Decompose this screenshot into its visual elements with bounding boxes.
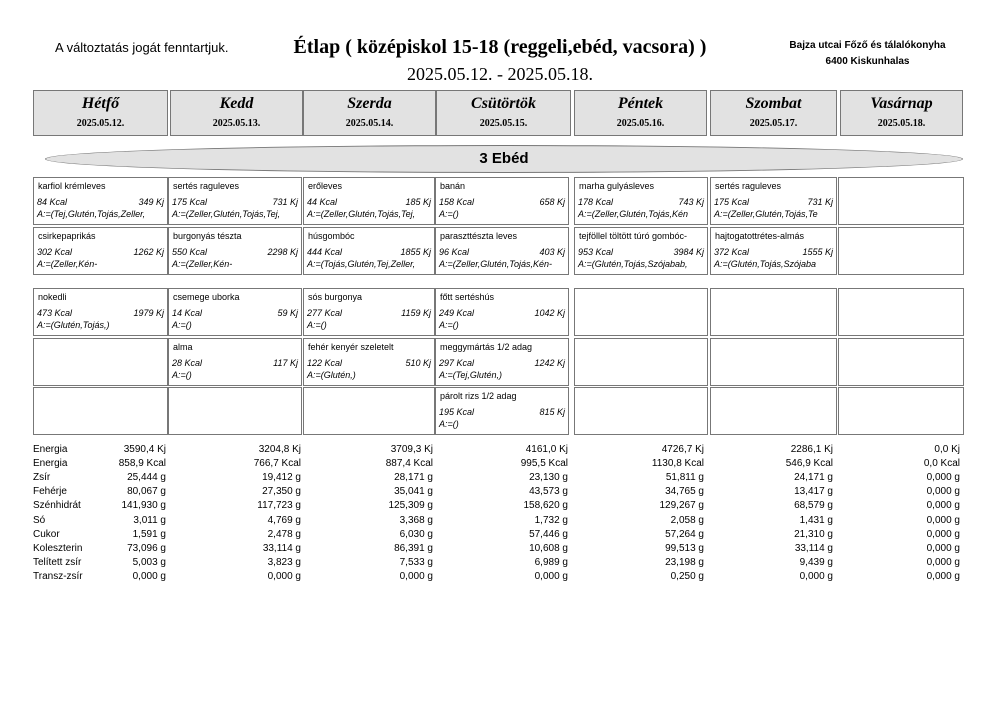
dish-kcal: 158 Kcal	[439, 197, 475, 207]
day-header-row	[33, 90, 963, 136]
empty-cell	[838, 338, 964, 386]
day-header	[710, 90, 837, 136]
dish-kj: 59 Kj	[277, 308, 298, 318]
dish-cell	[435, 177, 569, 225]
empty-cell	[168, 387, 302, 435]
dish-kcal: 550 Kcal	[172, 247, 208, 257]
dish-cell	[710, 177, 837, 225]
dish-kj: 1855 Kj	[400, 247, 431, 257]
day-header	[436, 90, 571, 136]
empty-cell	[33, 387, 168, 435]
empty-cell	[574, 387, 708, 435]
dish-name: banán	[440, 181, 466, 191]
dish-cell	[435, 338, 569, 386]
dish-kcal: 14 Kcal	[172, 308, 203, 318]
empty-cell	[574, 288, 708, 336]
dish-kcal: 178 Kcal	[578, 197, 614, 207]
dish-allergens: A:=(Zeller,Glutén,Tojás,Kén-	[439, 259, 552, 269]
empty-cell	[710, 387, 837, 435]
dish-kcal: 84 Kcal	[37, 197, 68, 207]
dish-allergens: A:=(Zeller,Glutén,Tojás,Tej,	[307, 209, 416, 219]
empty-cell	[574, 338, 708, 386]
dish-kcal: 302 Kcal	[37, 247, 73, 257]
dish-kcal: 175 Kcal	[172, 197, 208, 207]
nutrient-value: 23,198 g	[665, 556, 704, 568]
nutrient-value: 33,114 g	[794, 542, 833, 554]
kitchen-name: Bajza utcai Főző és tálalókonyha	[789, 40, 946, 51]
dish-name: erőleves	[308, 181, 343, 191]
dish-name: tejföllel töltött túró gombóc-	[579, 231, 688, 241]
nutrient-value: 0,000 g	[926, 472, 960, 484]
nutrient-value: 10,608 g	[529, 542, 568, 554]
nutrient-value: 2,058 g	[670, 514, 704, 526]
nutrient-value: 0,000 g	[132, 570, 166, 582]
dish-name: alma	[173, 342, 193, 352]
dish-kcal: 277 Kcal	[307, 308, 343, 318]
nutrient-value: 0,000 g	[799, 570, 833, 582]
nutrient-value: 0,000 g	[926, 486, 960, 498]
nutrient-value: 0,000 g	[267, 570, 301, 582]
nutrient-value: 995,5 Kcal	[520, 458, 568, 470]
nutrient-value: 0,000 g	[926, 514, 960, 526]
day-name: Szerda	[347, 95, 392, 112]
dish-allergens: A:=()	[307, 320, 327, 330]
dish-allergens: A:=(Zeller,Glutén,Tojás,Te	[714, 209, 818, 219]
nutrient-label: Zsír	[33, 472, 51, 484]
dish-kj: 815 Kj	[539, 407, 565, 417]
dish-cell	[33, 288, 168, 336]
dish-kcal: 96 Kcal	[439, 247, 470, 257]
dish-name: sós burgonya	[308, 292, 363, 302]
day-header	[170, 90, 303, 136]
day-date: 2025.05.18.	[877, 118, 926, 129]
day-date: 2025.05.16.	[616, 118, 665, 129]
nutrient-value: 24,171 g	[794, 472, 833, 484]
nutrient-value: 4161,0 Kj	[525, 444, 568, 455]
dish-allergens: A:=(Zeller,Glutén,Tojás,Tej,	[172, 209, 281, 219]
empty-cell	[838, 177, 964, 225]
nutrient-value: 21,310 g	[794, 528, 833, 540]
dish-kj: 1242 Kj	[534, 358, 565, 368]
dish-cell	[710, 227, 837, 275]
dish-kcal: 297 Kcal	[439, 358, 475, 368]
dish-cell	[303, 227, 435, 275]
dish-kj: 1555 Kj	[802, 247, 833, 257]
empty-cell	[838, 288, 964, 336]
nutrient-value: 0,000 g	[926, 556, 960, 568]
nutrient-value: 73,096 g	[127, 542, 166, 554]
dish-kcal: 122 Kcal	[307, 358, 343, 368]
dish-kcal: 953 Kcal	[578, 247, 614, 257]
day-name: Hétfő	[81, 95, 120, 112]
nutrient-value: 27,350 g	[262, 486, 301, 498]
dish-cell	[168, 227, 302, 275]
dish-name: csemege uborka	[173, 292, 240, 302]
kitchen-address: 6400 Kiskunhalas	[825, 56, 910, 67]
nutrient-value: 3,823 g	[267, 556, 301, 568]
day-header	[574, 90, 707, 136]
dish-allergens: A:=()	[439, 419, 459, 429]
nutrient-value: 35,041 g	[394, 486, 433, 498]
nutrient-value: 4726,7 Kj	[661, 444, 704, 455]
nutrient-label: Energia	[33, 458, 68, 470]
dish-kj: 185 Kj	[405, 197, 431, 207]
dish-cell	[303, 288, 435, 336]
day-header	[303, 90, 436, 136]
dish-kj: 731 Kj	[272, 197, 298, 207]
day-name: Kedd	[219, 95, 254, 112]
nutrient-value: 0,000 g	[926, 500, 960, 512]
dish-cell	[33, 227, 168, 275]
nutrient-value: 43,573 g	[529, 486, 568, 498]
dish-kj: 1262 Kj	[133, 247, 164, 257]
nutrient-label: Só	[33, 514, 46, 526]
dish-cell	[574, 177, 708, 225]
dish-allergens: A:=()	[172, 320, 192, 330]
empty-cell	[33, 338, 168, 386]
nutrient-label: Transz-zsír	[33, 570, 83, 582]
day-date: 2025.05.14.	[345, 118, 394, 129]
dish-name: paraszttészta leves	[440, 231, 518, 241]
dish-kj: 349 Kj	[138, 197, 164, 207]
dish-cell	[168, 338, 302, 386]
nutrient-value: 68,579 g	[794, 500, 833, 512]
day-name: Vasárnap	[870, 95, 933, 112]
day-header	[840, 90, 963, 136]
nutrient-label: Energia	[33, 444, 68, 455]
dish-cell	[168, 288, 302, 336]
dish-kj: 2298 Kj	[267, 247, 298, 257]
empty-cell	[838, 387, 964, 435]
dish-cell	[168, 177, 302, 225]
dish-kcal: 372 Kcal	[714, 247, 750, 257]
day-name: Csütörtök	[471, 95, 536, 112]
dish-cell	[435, 387, 569, 435]
dish-name: párolt rizs 1/2 adag	[440, 391, 517, 401]
disclaimer: A változtatás jogát fenntartjuk.	[55, 40, 229, 55]
nutrient-label: Szénhidrát	[33, 500, 81, 512]
nutrient-value: 23,130 g	[529, 472, 568, 484]
dish-cell	[303, 177, 435, 225]
dish-allergens: A:=(Zeller,Kén-	[172, 259, 233, 269]
nutrient-value: 5,003 g	[132, 556, 166, 568]
nutrient-value: 858,9 Kcal	[118, 458, 166, 470]
dish-name: húsgombóc	[308, 231, 355, 241]
dish-allergens: A:=(Glutén,Tojás,)	[37, 320, 110, 330]
dish-allergens: A:=()	[439, 209, 459, 219]
dish-name: nokedli	[38, 292, 67, 302]
nutrient-value: 19,412 g	[262, 472, 301, 484]
nutrient-label: Koleszterin	[33, 542, 83, 554]
dish-name: fehér kenyér szeletelt	[308, 342, 394, 352]
nutrient-value: 6,989 g	[534, 556, 568, 568]
nutrient-value: 2,478 g	[267, 528, 301, 540]
dish-allergens: A:=(Zeller,Glutén,Tojás,Kén	[578, 209, 688, 219]
nutrient-value: 2286,1 Kj	[790, 444, 833, 455]
dish-allergens: A:=(Zeller,Kén-	[37, 259, 98, 269]
dish-kcal: 175 Kcal	[714, 197, 750, 207]
nutrient-value: 0,000 g	[926, 570, 960, 582]
nutrient-value: 0,0 Kcal	[923, 458, 960, 470]
nutrient-value: 57,446 g	[529, 528, 568, 540]
nutrient-value: 3,368 g	[399, 514, 433, 526]
nutrient-value: 1,591 g	[132, 528, 166, 540]
nutrient-label: Cukor	[33, 528, 60, 540]
dish-allergens: A:=(Glutén,)	[307, 370, 356, 380]
dish-name: sertés raguleves	[715, 181, 782, 191]
nutrient-value: 51,811 g	[665, 472, 704, 484]
page-title: Étlap ( középiskol 15-18 (reggeli,ebéd, vacsora) )	[293, 36, 707, 58]
nutrient-value: 99,513 g	[665, 542, 704, 554]
nutrient-value: 3590,4 Kj	[123, 444, 166, 455]
dish-name: csirkepaprikás	[38, 231, 96, 241]
nutrient-value: 141,930 g	[121, 500, 166, 512]
nutrient-value: 125,309 g	[388, 500, 433, 512]
dish-kj: 1159 Kj	[401, 308, 431, 318]
empty-cell	[710, 338, 837, 386]
nutrient-value: 4,769 g	[267, 514, 301, 526]
nutrient-value: 546,9 Kcal	[785, 458, 833, 470]
dish-kcal: 249 Kcal	[439, 308, 475, 318]
dish-allergens: A:=(Glutén,Tojás,Szójaba	[714, 259, 816, 269]
day-date: 2025.05.15.	[479, 118, 528, 129]
nutrient-value: 3204,8 Kj	[258, 444, 301, 455]
dish-allergens: A:=()	[172, 370, 192, 380]
dish-name: meggymártás 1/2 adag	[440, 342, 533, 352]
day-date: 2025.05.13.	[212, 118, 261, 129]
nutrient-value: 28,171 g	[394, 472, 433, 484]
nutrient-value: 887,4 Kcal	[385, 458, 433, 470]
dish-name: sertés raguleves	[173, 181, 240, 191]
dish-name: főtt sertéshús	[440, 292, 495, 302]
nutrient-value: 33,114 g	[262, 542, 301, 554]
dish-name: burgonyás tészta	[173, 231, 242, 241]
dish-kj: 1042 Kj	[534, 308, 565, 318]
day-date: 2025.05.17.	[749, 118, 798, 129]
dish-kj: 743 Kj	[678, 197, 704, 207]
nutrient-value: 766,7 Kcal	[253, 458, 301, 470]
dish-kj: 3984 Kj	[673, 247, 704, 257]
nutrient-value: 6,030 g	[399, 528, 433, 540]
day-name: Szombat	[745, 95, 802, 112]
dish-kcal: 28 Kcal	[172, 358, 203, 368]
dish-allergens: A:=(Glutén,Tojás,Szójabab,	[578, 259, 688, 269]
meal-banner: 3 Ebéd	[45, 145, 963, 173]
dish-kj: 731 Kj	[807, 197, 833, 207]
nutrient-value: 129,267 g	[659, 500, 704, 512]
nutrient-value: 86,391 g	[394, 542, 433, 554]
dish-kcal: 473 Kcal	[37, 308, 73, 318]
day-name: Péntek	[617, 95, 664, 112]
dish-allergens: A:=(Tej,Glutén,Tojás,Zeller,	[37, 209, 146, 219]
empty-cell	[710, 288, 837, 336]
nutrient-value: 3,011 g	[133, 514, 166, 526]
nutrient-value: 1,732 g	[534, 514, 568, 526]
dish-allergens: A:=()	[439, 320, 459, 330]
kitchen-info	[775, 38, 960, 70]
dish-kcal: 195 Kcal	[439, 407, 475, 417]
nutrient-value: 158,620 g	[523, 500, 568, 512]
date-range: 2025.05.12. - 2025.05.18.	[407, 64, 593, 84]
day-date: 2025.05.12.	[76, 118, 125, 129]
dish-kj: 403 Kj	[539, 247, 565, 257]
nutrient-value: 80,067 g	[127, 486, 166, 498]
dish-kj: 510 Kj	[405, 358, 431, 368]
dish-allergens: A:=(Tojás,Glutén,Tej,Zeller,	[307, 259, 416, 269]
dish-kcal: 44 Kcal	[307, 197, 338, 207]
nutrient-label: Telített zsír	[33, 556, 82, 568]
nutrient-value: 9,439 g	[799, 556, 833, 568]
nutrient-value: 57,264 g	[665, 528, 704, 540]
nutrient-value: 25,444 g	[127, 472, 166, 484]
nutrient-value: 117,723 g	[257, 500, 301, 512]
nutrient-value: 0,000 g	[926, 542, 960, 554]
dish-kcal: 444 Kcal	[307, 247, 343, 257]
dish-cell	[303, 338, 435, 386]
empty-cell	[303, 387, 435, 435]
dish-name: hajtogatottrétes-almás	[715, 231, 805, 241]
dish-kj: 658 Kj	[539, 197, 565, 207]
dish-allergens: A:=(Tej,Glutén,)	[439, 370, 502, 380]
nutrient-value: 1,431 g	[799, 514, 833, 526]
dish-kj: 1979 Kj	[133, 308, 164, 318]
day-header	[33, 90, 168, 136]
dish-cell	[435, 227, 569, 275]
dish-name: marha gulyásleves	[579, 181, 655, 191]
dish-cell	[435, 288, 569, 336]
dish-cell	[574, 227, 708, 275]
dish-kj: 117 Kj	[273, 358, 298, 368]
nutrient-value: 0,0 Kj	[934, 444, 960, 455]
empty-cell	[838, 227, 964, 275]
nutrient-value: 13,417 g	[794, 486, 833, 498]
nutrient-value: 0,000 g	[534, 570, 568, 582]
nutrient-value: 1130,8 Kcal	[651, 458, 704, 470]
nutrient-value: 7,533 g	[399, 556, 433, 568]
nutrient-value: 3709,3 Kj	[390, 444, 433, 455]
dish-name: karfiol krémleves	[38, 181, 106, 191]
nutrient-value: 0,000 g	[926, 528, 960, 540]
nutrient-value: 0,000 g	[399, 570, 433, 582]
nutrient-value: 34,765 g	[665, 486, 704, 498]
nutrient-label: Fehérje	[33, 486, 67, 498]
dish-cell	[33, 177, 168, 225]
nutrient-value: 0,250 g	[670, 570, 704, 582]
